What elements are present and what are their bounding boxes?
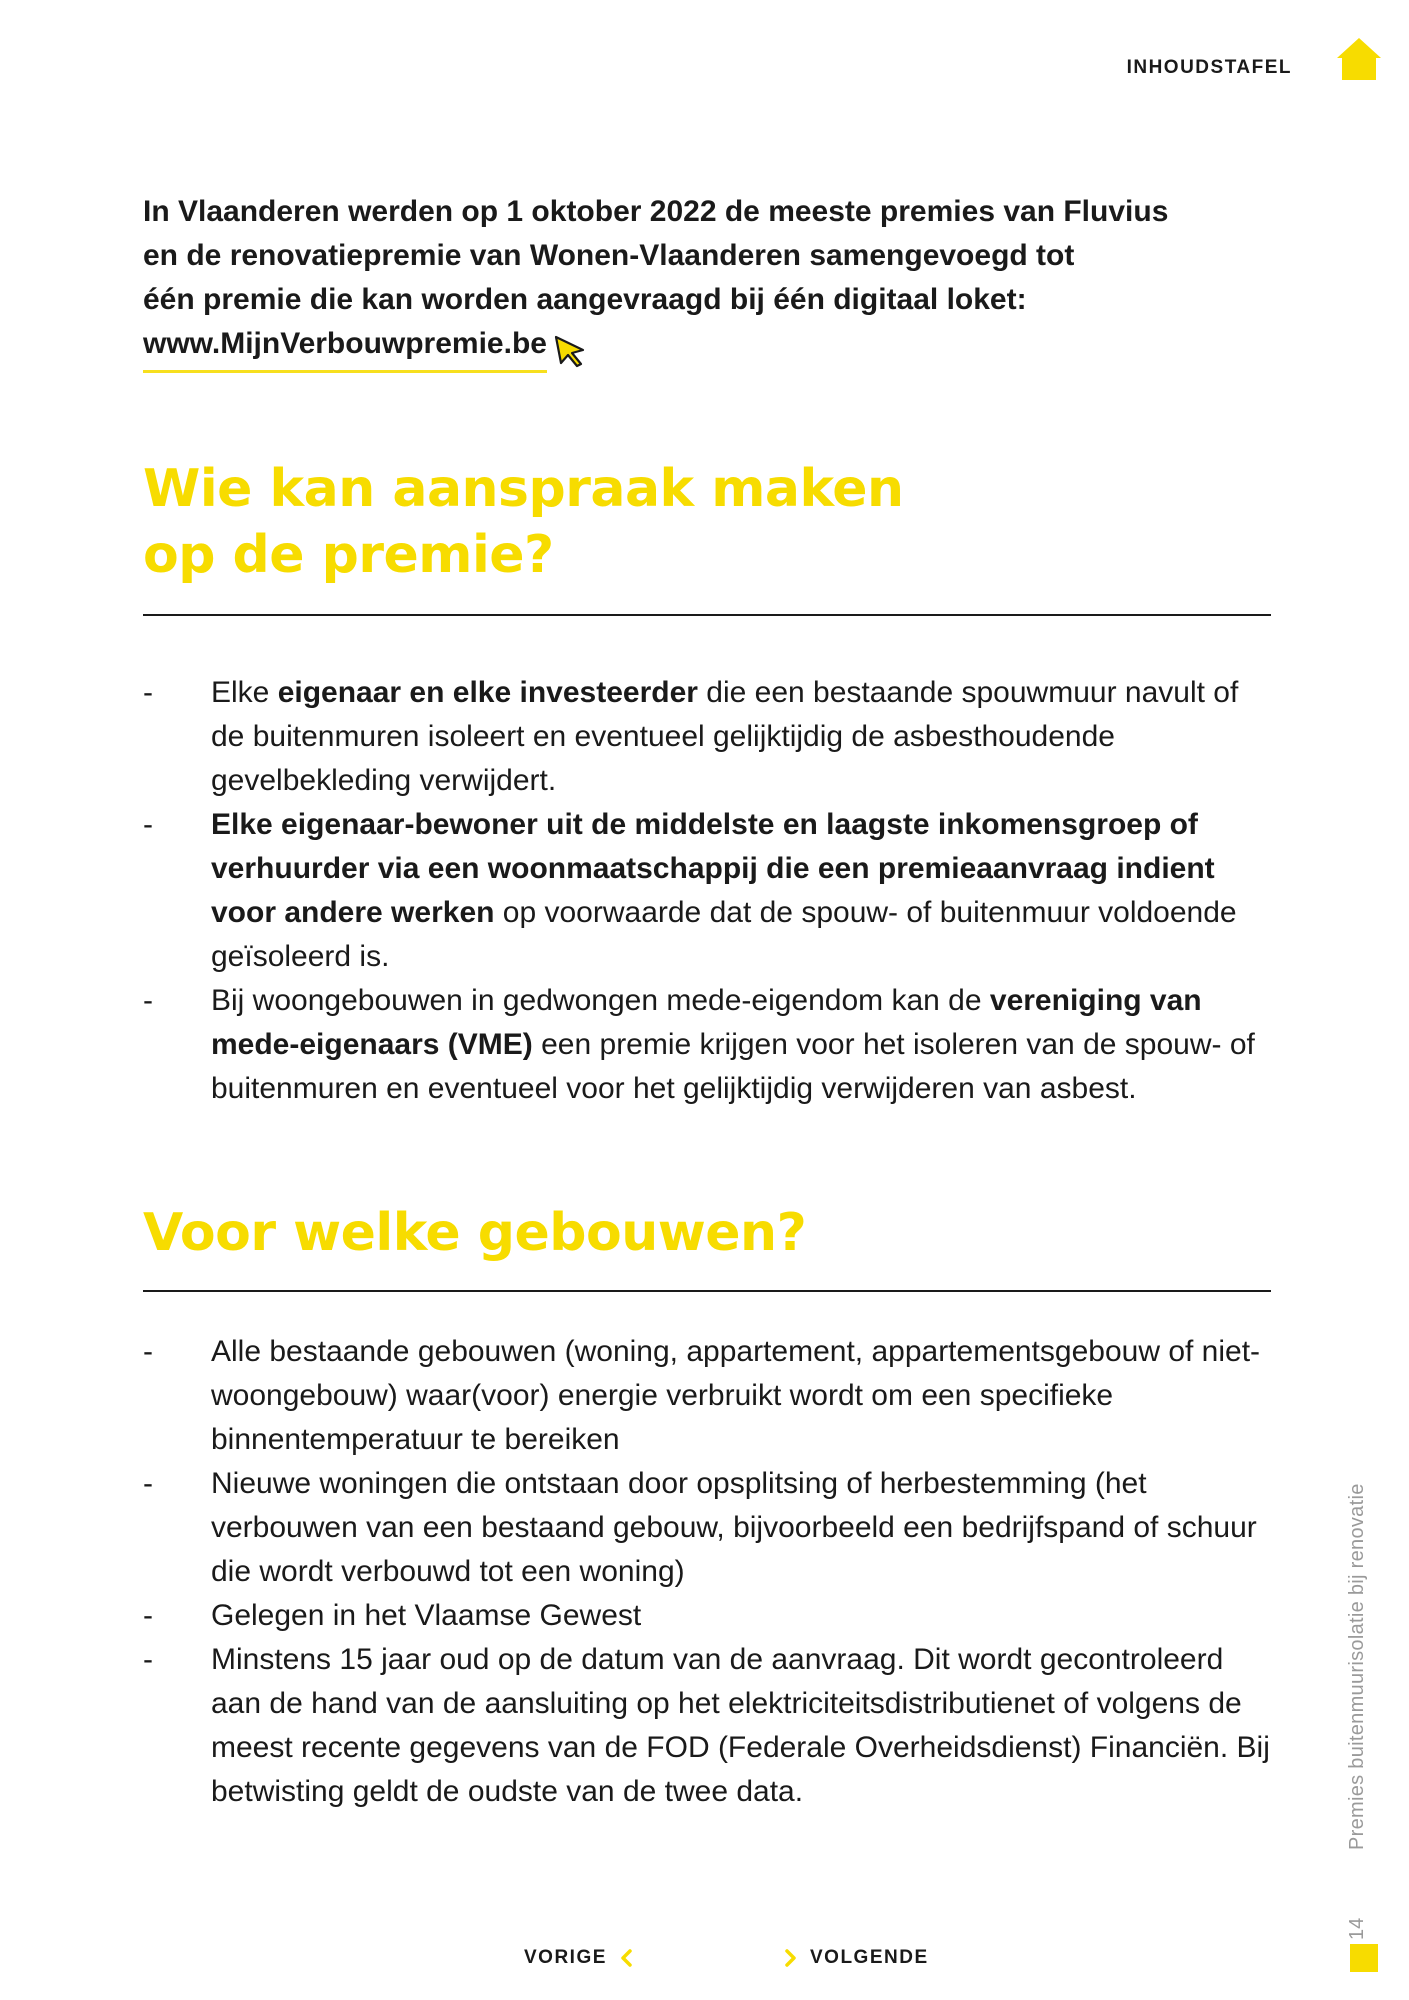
list-item-text: op voorwaarde dat de spouw- of buitenmuur voldoende geïsoleerd is. [211, 896, 1237, 973]
intro-url-line [143, 322, 1253, 373]
section-divider [143, 614, 1271, 616]
list-item-text: Bij woongebouwen in gedwongen mede-eigendom kan de [211, 984, 990, 1017]
next-label: VOLGENDE [810, 1947, 929, 1968]
home-icon[interactable] [1336, 36, 1382, 82]
section-divider [143, 1290, 1271, 1292]
eligibility-list [143, 671, 1273, 1111]
list-item-text: een premie krijgen voor het isoleren van de spouw- of buitenmuren en eventueel voor het gelijktijdig verwijderen van asbest. [211, 1028, 1255, 1105]
list-item [143, 803, 1273, 979]
intro-line: één premie die kan worden aangevraagd bij één digitaal loket: [143, 283, 1027, 316]
section-heading-buildings: Voor welke gebouwen? [143, 1203, 807, 1263]
list-item: - Alle bestaande gebouwen (woning, appartement, appartementsgebouw of niet-woongebouw) waar(voor) energie verbruikt wordt om een specifieke binnentemperatuur te bereiken [143, 1330, 1273, 1462]
intro-paragraph [143, 190, 1253, 373]
cursor-icon [553, 334, 587, 368]
page-marker [1350, 1944, 1378, 1972]
list-item: - Minstens 15 jaar oud op de datum van de aanvraag. Dit wordt gecontroleerd aan de hand van de aansluiting op het elektriciteitsdistributienet of volgens de meest recente gegevens van de FOD (Federale Overheidsdienst) Financiën. Bij betwisting geldt de oudste van de twee data. [143, 1638, 1273, 1814]
list-item-emphasis: vereniging van mede-eigenaars (VME) [211, 984, 1202, 1061]
list-item [143, 671, 1273, 803]
list-item: - Gelegen in het Vlaamse Gewest [143, 1594, 1273, 1638]
previous-button[interactable] [524, 1947, 633, 1969]
section-heading-eligibility [143, 456, 903, 588]
list-item-text: die een bestaande spouwmuur navult of de buitenmuren isoleert en eventueel gelijktijdig de asbesthoudende gevelbekleding verwijdert. [211, 676, 1239, 797]
list-item [143, 979, 1273, 1111]
document-title-vertical: Premies buitenmuurisolatie bij renovatie [1346, 1483, 1368, 1850]
buildings-list [143, 1330, 1273, 1814]
heading-line: Wie kan aanspraak maken [143, 459, 904, 519]
intro-line: en de renovatiepremie van Wonen-Vlaanderen samengevoegd tot [143, 239, 1075, 272]
intro-line: In Vlaanderen werden op 1 oktober 2022 de meeste premies van Fluvius [143, 195, 1169, 228]
next-button[interactable] [784, 1947, 929, 1969]
list-item-text: Elke [211, 676, 278, 709]
page-number: 14 [1346, 1917, 1368, 1940]
mijnverbouwpremie-link[interactable]: www.MijnVerbouwpremie.be [143, 322, 547, 373]
list-item: - Nieuwe woningen die ontstaan door opsplitsing of herbestemming (het verbouwen van een bestaand gebouw, bijvoorbeeld een bedrijfspand of schuur die wordt verbouwd tot een woning) [143, 1462, 1273, 1594]
previous-label: VORIGE [524, 1947, 607, 1968]
table-of-contents-link[interactable]: INHOUDSTAFEL [1126, 57, 1292, 78]
list-item-emphasis: Elke eigenaar-bewoner uit de middelste en laagste inkomensgroep of verhuurder via een woonmaatschappij die een premieaanvraag indient voor andere werken [211, 808, 1215, 929]
list-item-emphasis: eigenaar en elke investeerder [277, 676, 698, 709]
chevron-right-icon [784, 1949, 798, 1967]
chevron-left-icon [619, 1949, 633, 1967]
heading-line: op de premie? [143, 525, 554, 585]
